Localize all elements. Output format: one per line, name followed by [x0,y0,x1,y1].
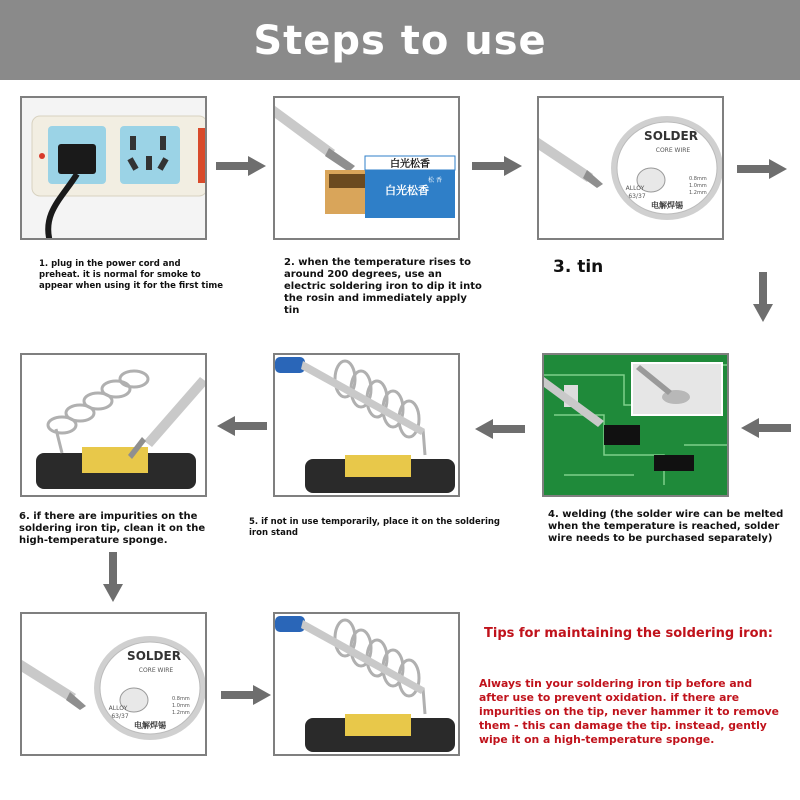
arrow-down-icon [753,272,773,322]
step-4-caption: 4. welding (the solder wire can be melted when the temperature is reached, solder wire needs to be purchased separately) [548,509,784,544]
step-5-caption: 5. if not in use temporarily, place it on the soldering iron stand [249,517,500,538]
tip-tin-image [20,612,207,756]
svg-text:63/37: 63/37 [111,713,129,720]
arrow-left-icon [741,418,791,438]
title-banner [0,0,800,80]
arrow-right-icon [216,156,266,176]
arrow-down-icon [103,552,123,602]
tips-title: Tips for maintaining the soldering iron: [484,626,773,641]
rosin-box-illustration [275,98,460,240]
page-title: Steps to use [253,18,547,64]
power-strip-illustration [22,98,207,240]
svg-text:1.0mm: 1.0mm [172,703,190,709]
arrow-right-icon [472,156,522,176]
svg-text:ALLOY: ALLOY [108,705,128,712]
svg-text:电解焊锡: 电解焊锡 [651,201,683,210]
svg-text:1.2mm: 1.2mm [689,190,707,196]
step-1-caption: 1. plug in the power cord and preheat. it is normal for smoke to appear when using it for the first time [39,259,223,291]
svg-text:1.0mm: 1.0mm [689,183,707,189]
step-2-image [273,96,460,240]
arrow-right-icon [737,159,787,179]
svg-text:白光松香: 白光松香 [385,184,429,197]
arrow-left-icon [475,419,525,439]
step-6-caption: 6. if there are impurities on the soldering iron tip, clean it on the high-temperature sponge. [19,511,206,546]
tip-stand-image [273,612,460,756]
iron-stand-illustration [275,614,460,756]
circuit-board-illustration [544,355,729,497]
svg-text:SOLDER: SOLDER [127,649,181,663]
iron-stand-illustration [275,355,460,497]
solder-spool-illustration [539,98,724,240]
svg-text:CORE WIRE: CORE WIRE [655,147,691,154]
svg-text:0.8mm: 0.8mm [689,176,707,182]
svg-text:电解焊锡: 电解焊锡 [134,721,166,730]
svg-text:63/37: 63/37 [628,193,646,200]
tips-body: Always tin your soldering iron tip before and after use to prevent oxidation. if there are impurities on the tip, never hammer it to remove them - this can damage the tip. instead, gently wipe it on a high-temperature sponge. [479,677,779,746]
svg-text:松 香: 松 香 [428,177,442,184]
svg-text:1.2mm: 1.2mm [172,710,190,716]
svg-text:SOLDER: SOLDER [644,129,698,143]
svg-text:0.8mm: 0.8mm [172,696,190,702]
step-1-image [20,96,207,240]
step-5-image [273,353,460,497]
step-3-caption: 3. tin [553,257,604,277]
svg-text:CORE WIRE: CORE WIRE [138,667,174,674]
svg-text:白光松香: 白光松香 [390,159,430,170]
svg-text:ALLOY: ALLOY [625,185,645,192]
step-3-image [537,96,724,240]
sponge-stand-illustration [22,355,207,497]
step-6-image [20,353,207,497]
solder-spool-illustration [22,614,207,756]
step-2-caption: 2. when the temperature rises to around 200 degrees, use an electric soldering iron to dip it into the rosin and immediately apply tin [284,257,482,316]
arrow-left-icon [217,416,267,436]
step-4-image [542,353,729,497]
arrow-right-icon [221,685,271,705]
